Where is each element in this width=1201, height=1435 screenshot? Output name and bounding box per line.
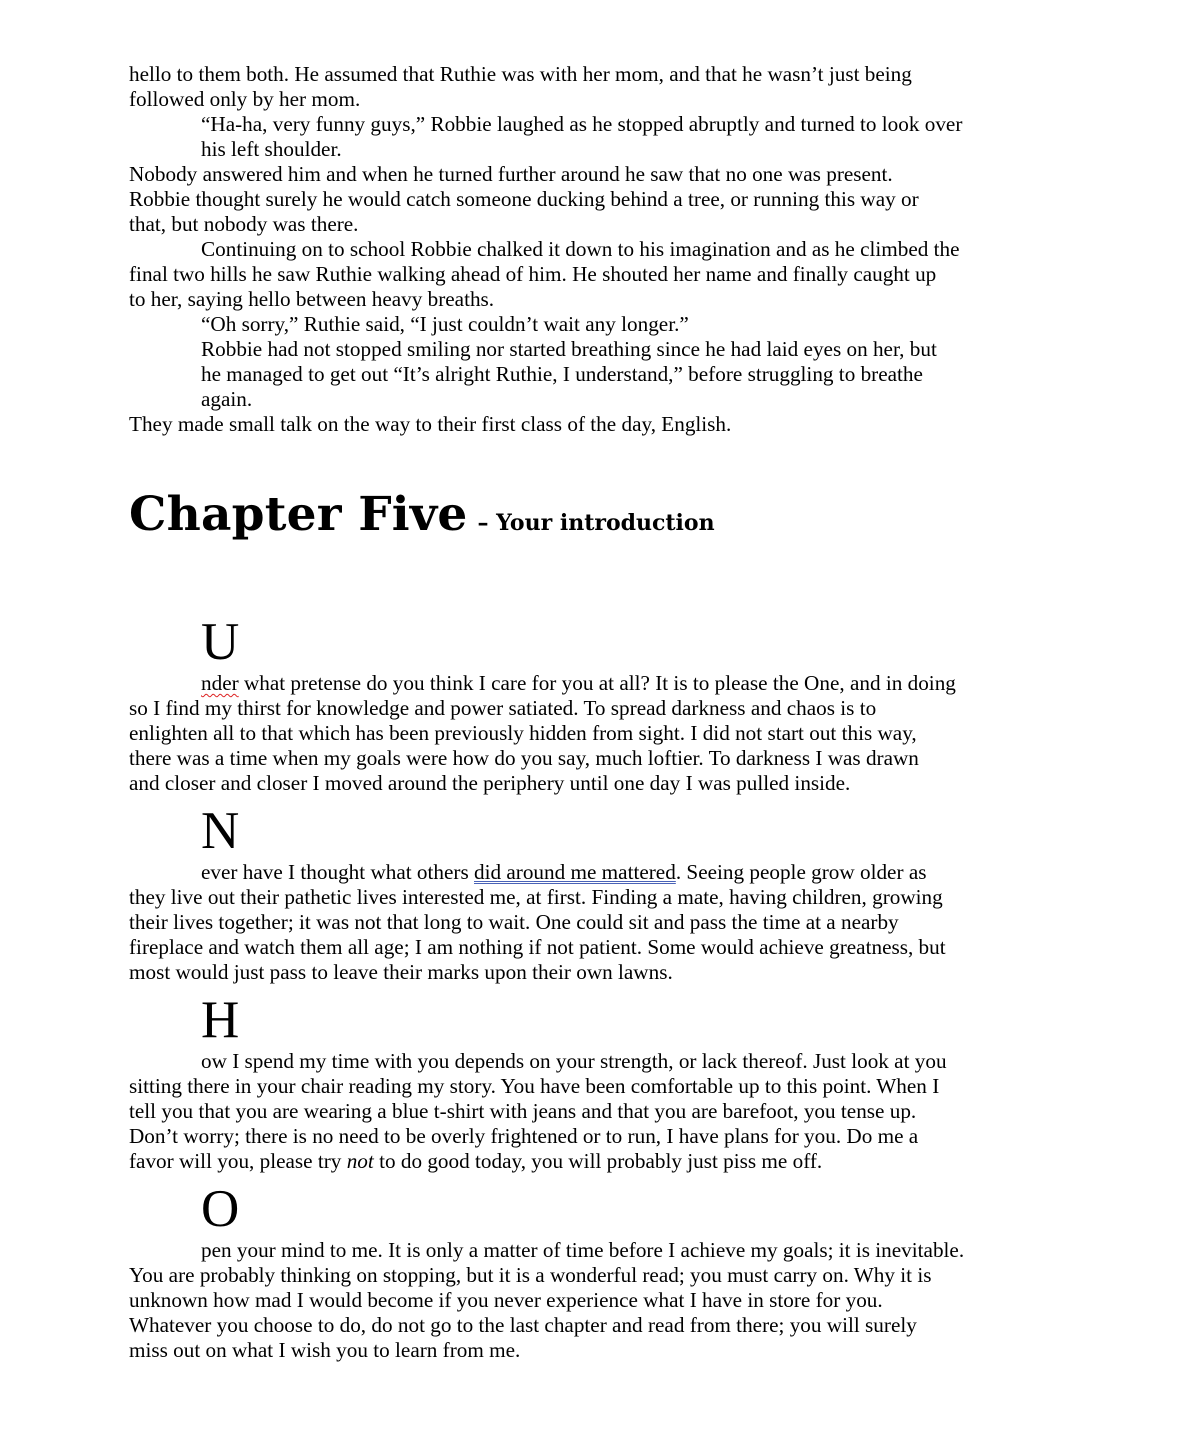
text-line: that, but nobody was there. [129,212,359,236]
text-line: Robbie thought surely he would catch someone ducking behind a tree, or running this way or [129,187,919,211]
emphasis-text: not [346,1149,374,1173]
paragraph-section-1 [129,671,1069,796]
paragraph-intro-1 [129,62,1069,112]
text-line: most would just pass to leave their marks upon their own lawns. [129,960,673,984]
paragraph-intro-3 [129,162,1069,237]
paragraph-intro-4 [129,237,1069,312]
paragraph-intro-2 [129,112,1069,162]
paragraph-intro-6 [129,337,1069,412]
drop-cap-o: O [201,1180,240,1238]
text-line [129,671,1069,696]
document-page [129,62,1069,1363]
text-line: enlighten all to that which has been previously hidden from sight. I did not start out this way, [129,721,917,745]
paragraph-section-4 [129,1238,1069,1363]
text-line: ow I spend my time with you depends on your strength, or lack thereof. Just look at you [201,1049,947,1073]
text-line: They made small talk on the way to their first class of the day, English. [129,412,732,436]
chapter-subtitle: – Your introduction [477,510,715,536]
drop-cap-u: U [201,613,240,671]
text-run: . Seeing people grow older as [675,860,927,884]
chapter-title: Chapter Five [129,487,468,542]
text-line: their lives together; it was not that long to wait. One could sit and pass the time at a nearby [129,910,899,934]
text-line: You are probably thinking on stopping, but it is a wonderful read; you must carry on. Why it is [129,1263,932,1287]
paragraph-section-2 [129,860,1069,985]
text-run: ever have I thought what others [201,860,474,884]
text-line: fireplace and watch them all age; I am nothing if not patient. Some would achieve greatness, but [129,935,946,959]
text-line: miss out on what I wish you to learn from me. [129,1338,521,1362]
text-line: sitting there in your chair reading my story. You have been comfortable up to this point. When I [129,1074,940,1098]
text-line: followed only by her mom. [129,87,361,111]
text-line: so I find my thirst for knowledge and power satiated. To spread darkness and chaos is to [129,696,877,720]
paragraph-intro-5 [129,312,1069,337]
text-line: his left shoulder. [201,137,342,161]
text-line: they live out their pathetic lives interested me, at first. Finding a mate, having children, growing [129,885,943,909]
text-line: Nobody answered him and when he turned further around he saw that no one was present. [129,162,893,186]
text-line: “Ha-ha, very funny guys,” Robbie laughed as he stopped abruptly and turned to look over [201,112,963,136]
text-line: tell you that you are wearing a blue t-shirt with jeans and that you are barefoot, you tense up. [129,1099,917,1123]
text-line: Robbie had not stopped smiling nor started breathing since he had laid eyes on her, but [201,337,937,361]
drop-cap-h: H [201,991,240,1049]
text-line: hello to them both. He assumed that Ruthie was with her mom, and that he wasn’t just being [129,62,912,86]
text-line: unknown how mad I would become if you never experience what I have in store for you. [129,1288,883,1312]
text-line: pen your mind to me. It is only a matter of time before I achieve my goals; it is inevitable. [201,1238,965,1262]
drop-cap-n: N [201,802,240,860]
text-line: final two hills he saw Ruthie walking ahead of him. He shouted her name and finally caught up [129,262,937,286]
spelling-flagged-word[interactable]: nder [201,671,239,695]
text-line: “Oh sorry,” Ruthie said, “I just couldn’t wait any longer.” [201,312,689,336]
paragraph-intro-7 [129,412,1069,437]
text-line: to her, saying hello between heavy breaths. [129,287,495,311]
text-line: Whatever you choose to do, do not go to the last chapter and read from there; you will surely [129,1313,917,1337]
text-run: to do good today, you will probably just piss me off. [373,1149,823,1173]
text-line [129,1149,1069,1174]
text-line: there was a time when my goals were how do you say, much loftier. To darkness I was drawn [129,746,919,770]
text-run: what pretense do you think I care for you at all? It is to please the One, and in doing [238,671,956,695]
text-line: Don’t worry; there is no need to be overly frightened or to run, I have plans for you. Do me a [129,1124,919,1148]
text-line: Continuing on to school Robbie chalked it down to his imagination and as he climbed the [201,237,960,261]
grammar-flagged-phrase[interactable]: did around me mattered [474,860,676,884]
text-line: again. [201,387,253,411]
text-run: favor will you, please try [129,1149,347,1173]
text-line [129,860,1069,885]
text-line: and closer and closer I moved around the periphery until one day I was pulled inside. [129,771,851,795]
paragraph-section-3 [129,1049,1069,1174]
text-line: he managed to get out “It’s alright Ruthie, I understand,” before struggling to breathe [201,362,923,386]
chapter-heading [129,487,1069,557]
